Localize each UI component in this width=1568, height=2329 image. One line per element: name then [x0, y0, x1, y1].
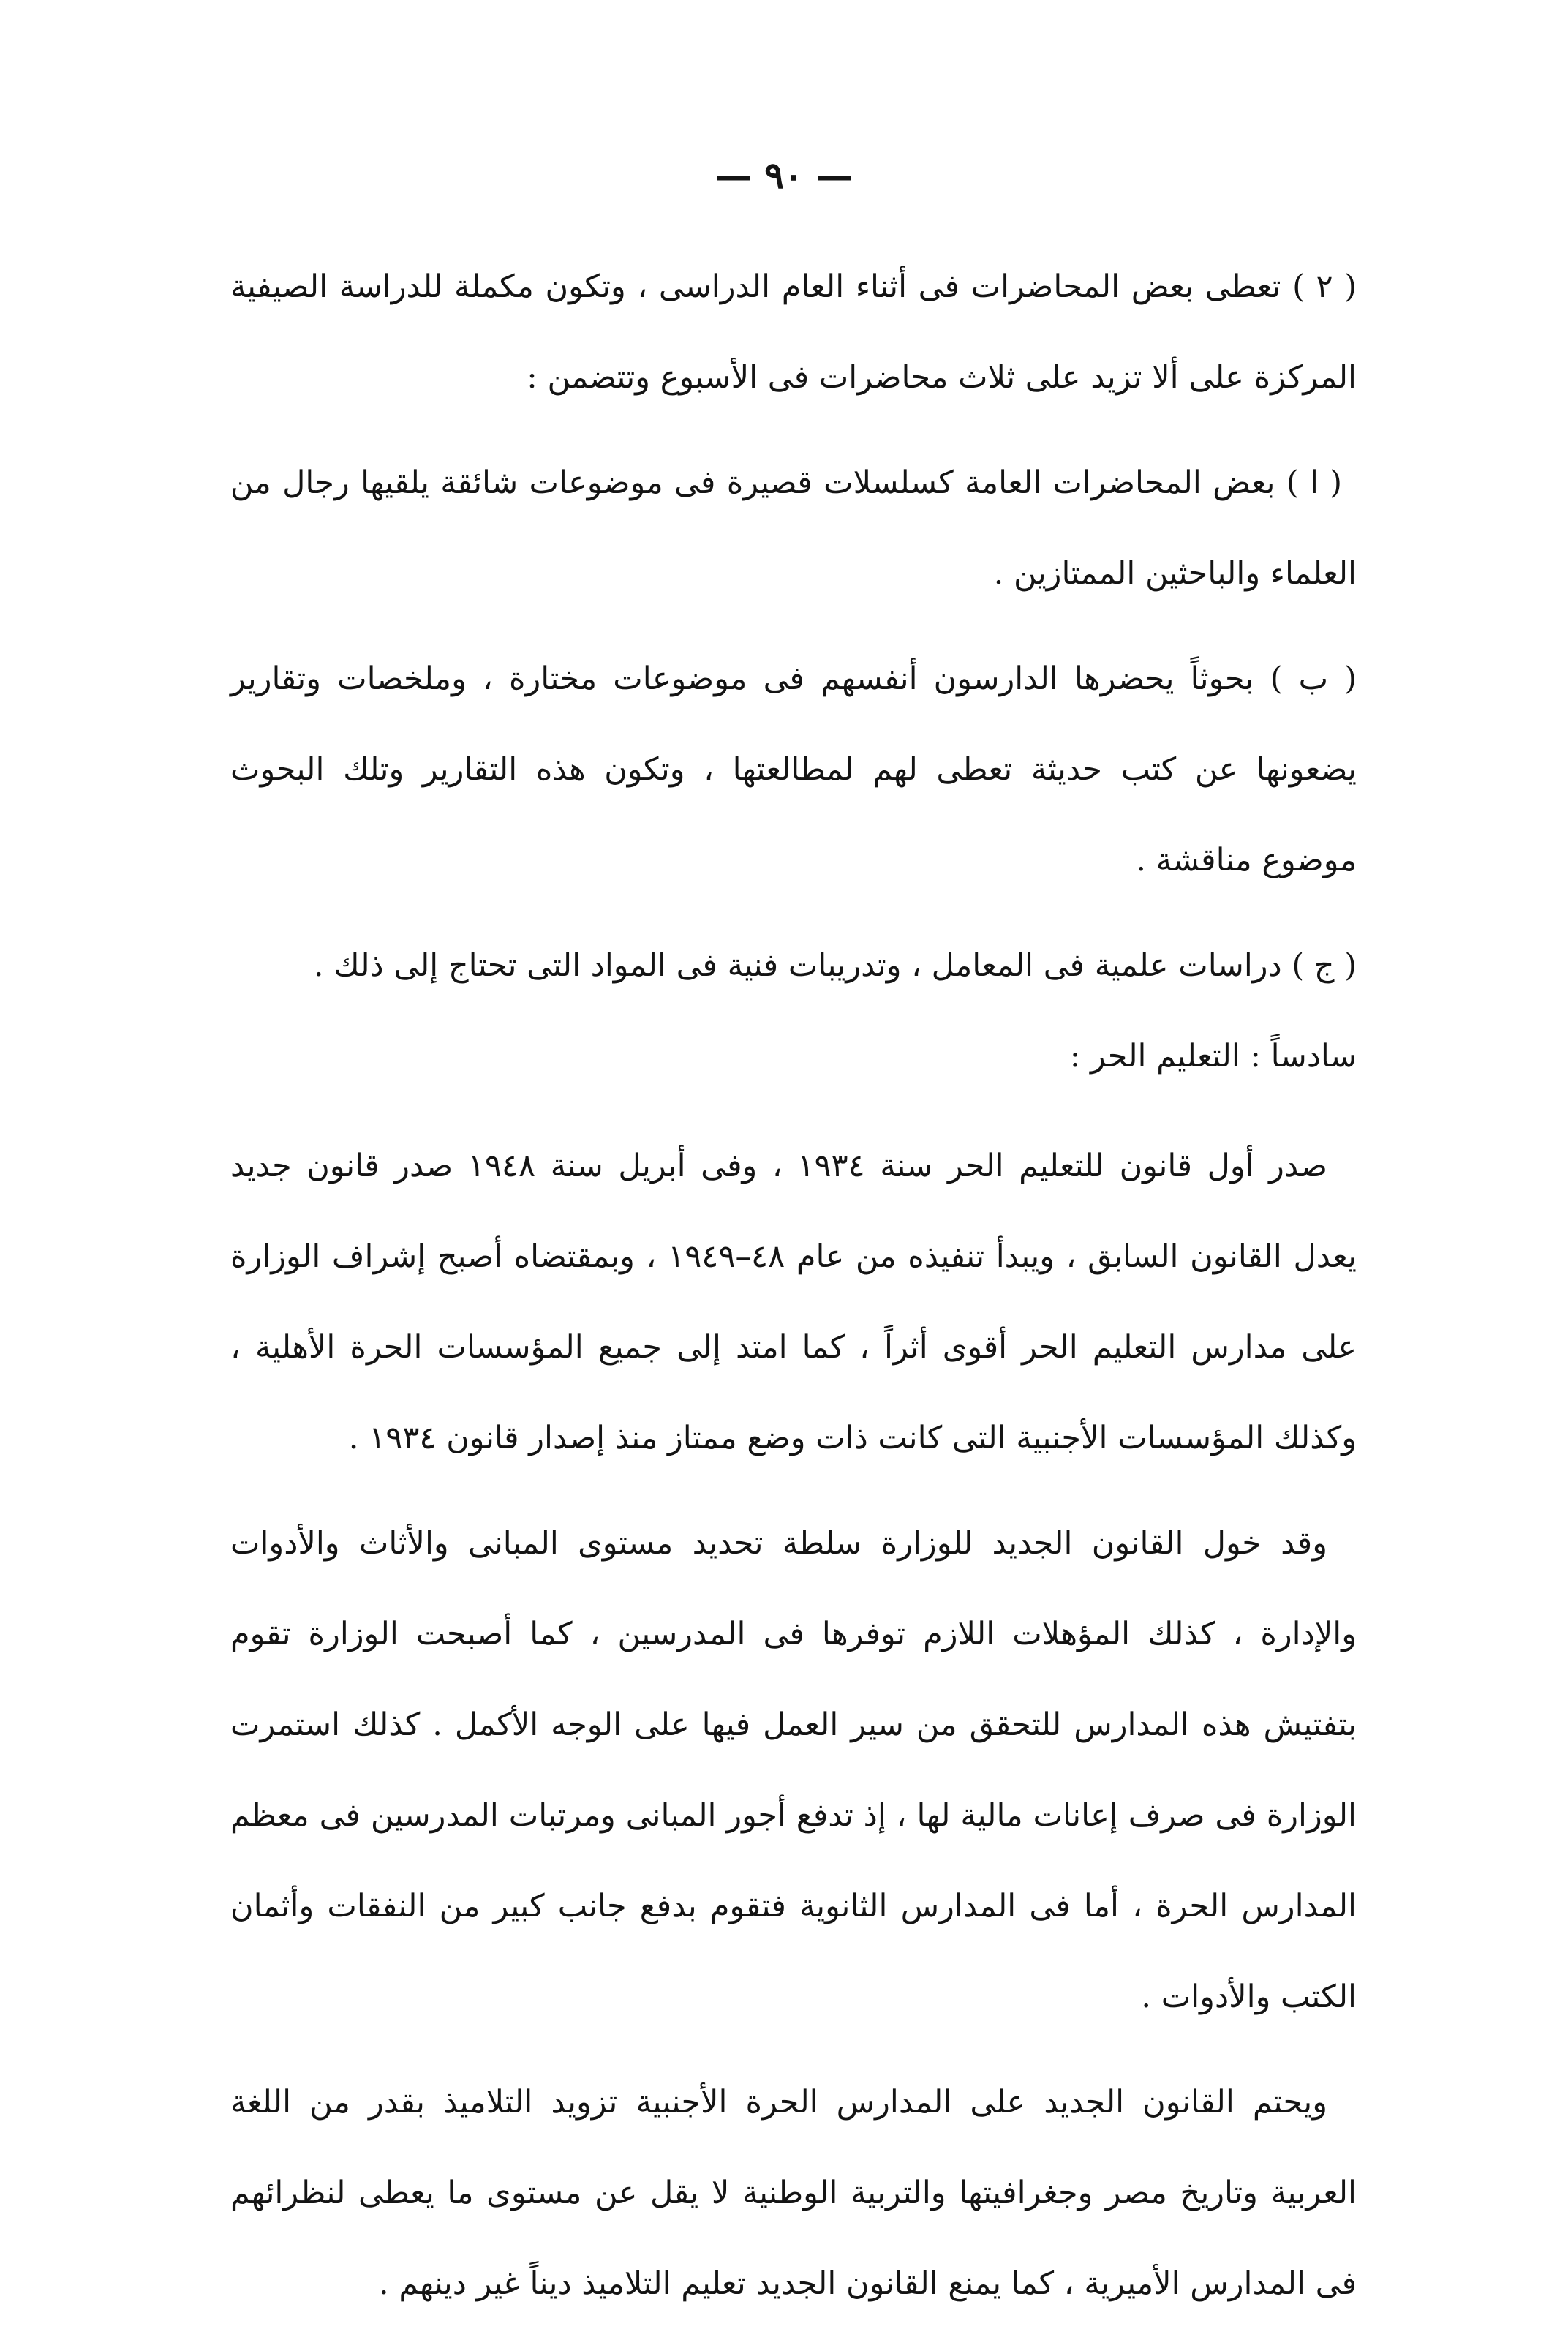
- paragraph-item-a: ( ا ) بعض المحاضرات العامة كسلسلات قصيرة فى موضوعات شائقة يلقيها رجال من العلماء والباحثين الممتازين .: [230, 464, 1357, 592]
- body-text: [230, 241, 1357, 2329]
- paragraph-item-2: ( ٢ ) تعطى بعض المحاضرات فى أثناء العام الدراسى ، وتكون مكملة للدراسة الصيفية المركزة على ألا تزيد على ثلاث محاضرات فى الأسبوع وتتضمن :: [230, 268, 1357, 396]
- paragraph-ministry-powers: وقد خول القانون الجديد للوزارة سلطة تحديد مستوى المبانى والأثاث والأدوات والإدارة ، كذلك المؤهلات اللازم توفرها فى المدرسين ، كما أصبحت الوزارة تقوم بتفتيش هذه المدارس للتحقق من سير العمل فيها على الوجه الأكمل . كذلك استمرت الوزارة فى صرف إعانات مالية لها ، إذ تدفع أجور المبانى ومرتبات المدرسين فى معظم المدارس الحرة ، أما فى المدارس الثانوية فتقوم بدفع جانب كبير من النفقات وأثمان الكتب والأدوات .: [230, 1525, 1357, 2015]
- page-number: — ٩٠ —: [715, 154, 853, 197]
- paragraph-item-b: ( ب ) بحوثاً يحضرها الدارسون أنفسهم فى موضوعات مختارة ، وملخصات وتقارير يضعونها عن كتب حديثة تعطى لهم لمطالعتها ، وتكون هذه التقارير وتلك البحوث موضوع مناقشة .: [230, 661, 1357, 878]
- paragraph-item-c: ( ج ) دراسات علمية فى المعامل ، وتدريبات فنية فى المواد التى تحتاج إلى ذلك .: [313, 947, 1357, 984]
- paragraph-free-education-law: صدر أول قانون للتعليم الحر سنة ١٩٣٤ ، وفى أبريل سنة ١٩٤٨ صدر قانون جديد يعدل القانون السابق ، ويبدأ تنفيذه من عام ٤٨–١٩٤٩ ، وبمقتضاه أصبح إشراف الوزارة على مدارس التعليم الحر أقوى أثراً ، كما امتد إلى جميع المؤسسات الحرة الأهلية ، وكذلك المؤسسات الأجنبية التى كانت ذات وضع ممتاز منذ إصدار قانون ١٩٣٤ .: [230, 1148, 1357, 1456]
- paragraph-foreign-schools: ويحتم القانون الجديد على المدارس الحرة الأجنبية تزويد التلاميذ بقدر من اللغة العربية وتاريخ مصر وجغرافيتها والتربية الوطنية لا يقل عن مستوى ما يعطى لنظرائهم فى المدارس الأميرية ، كما يمنع القانون الجديد تعليم التلاميذ ديناً غير دينهم .: [230, 2084, 1357, 2302]
- section-heading: سادساً : التعليم الحر :: [1069, 1038, 1357, 1075]
